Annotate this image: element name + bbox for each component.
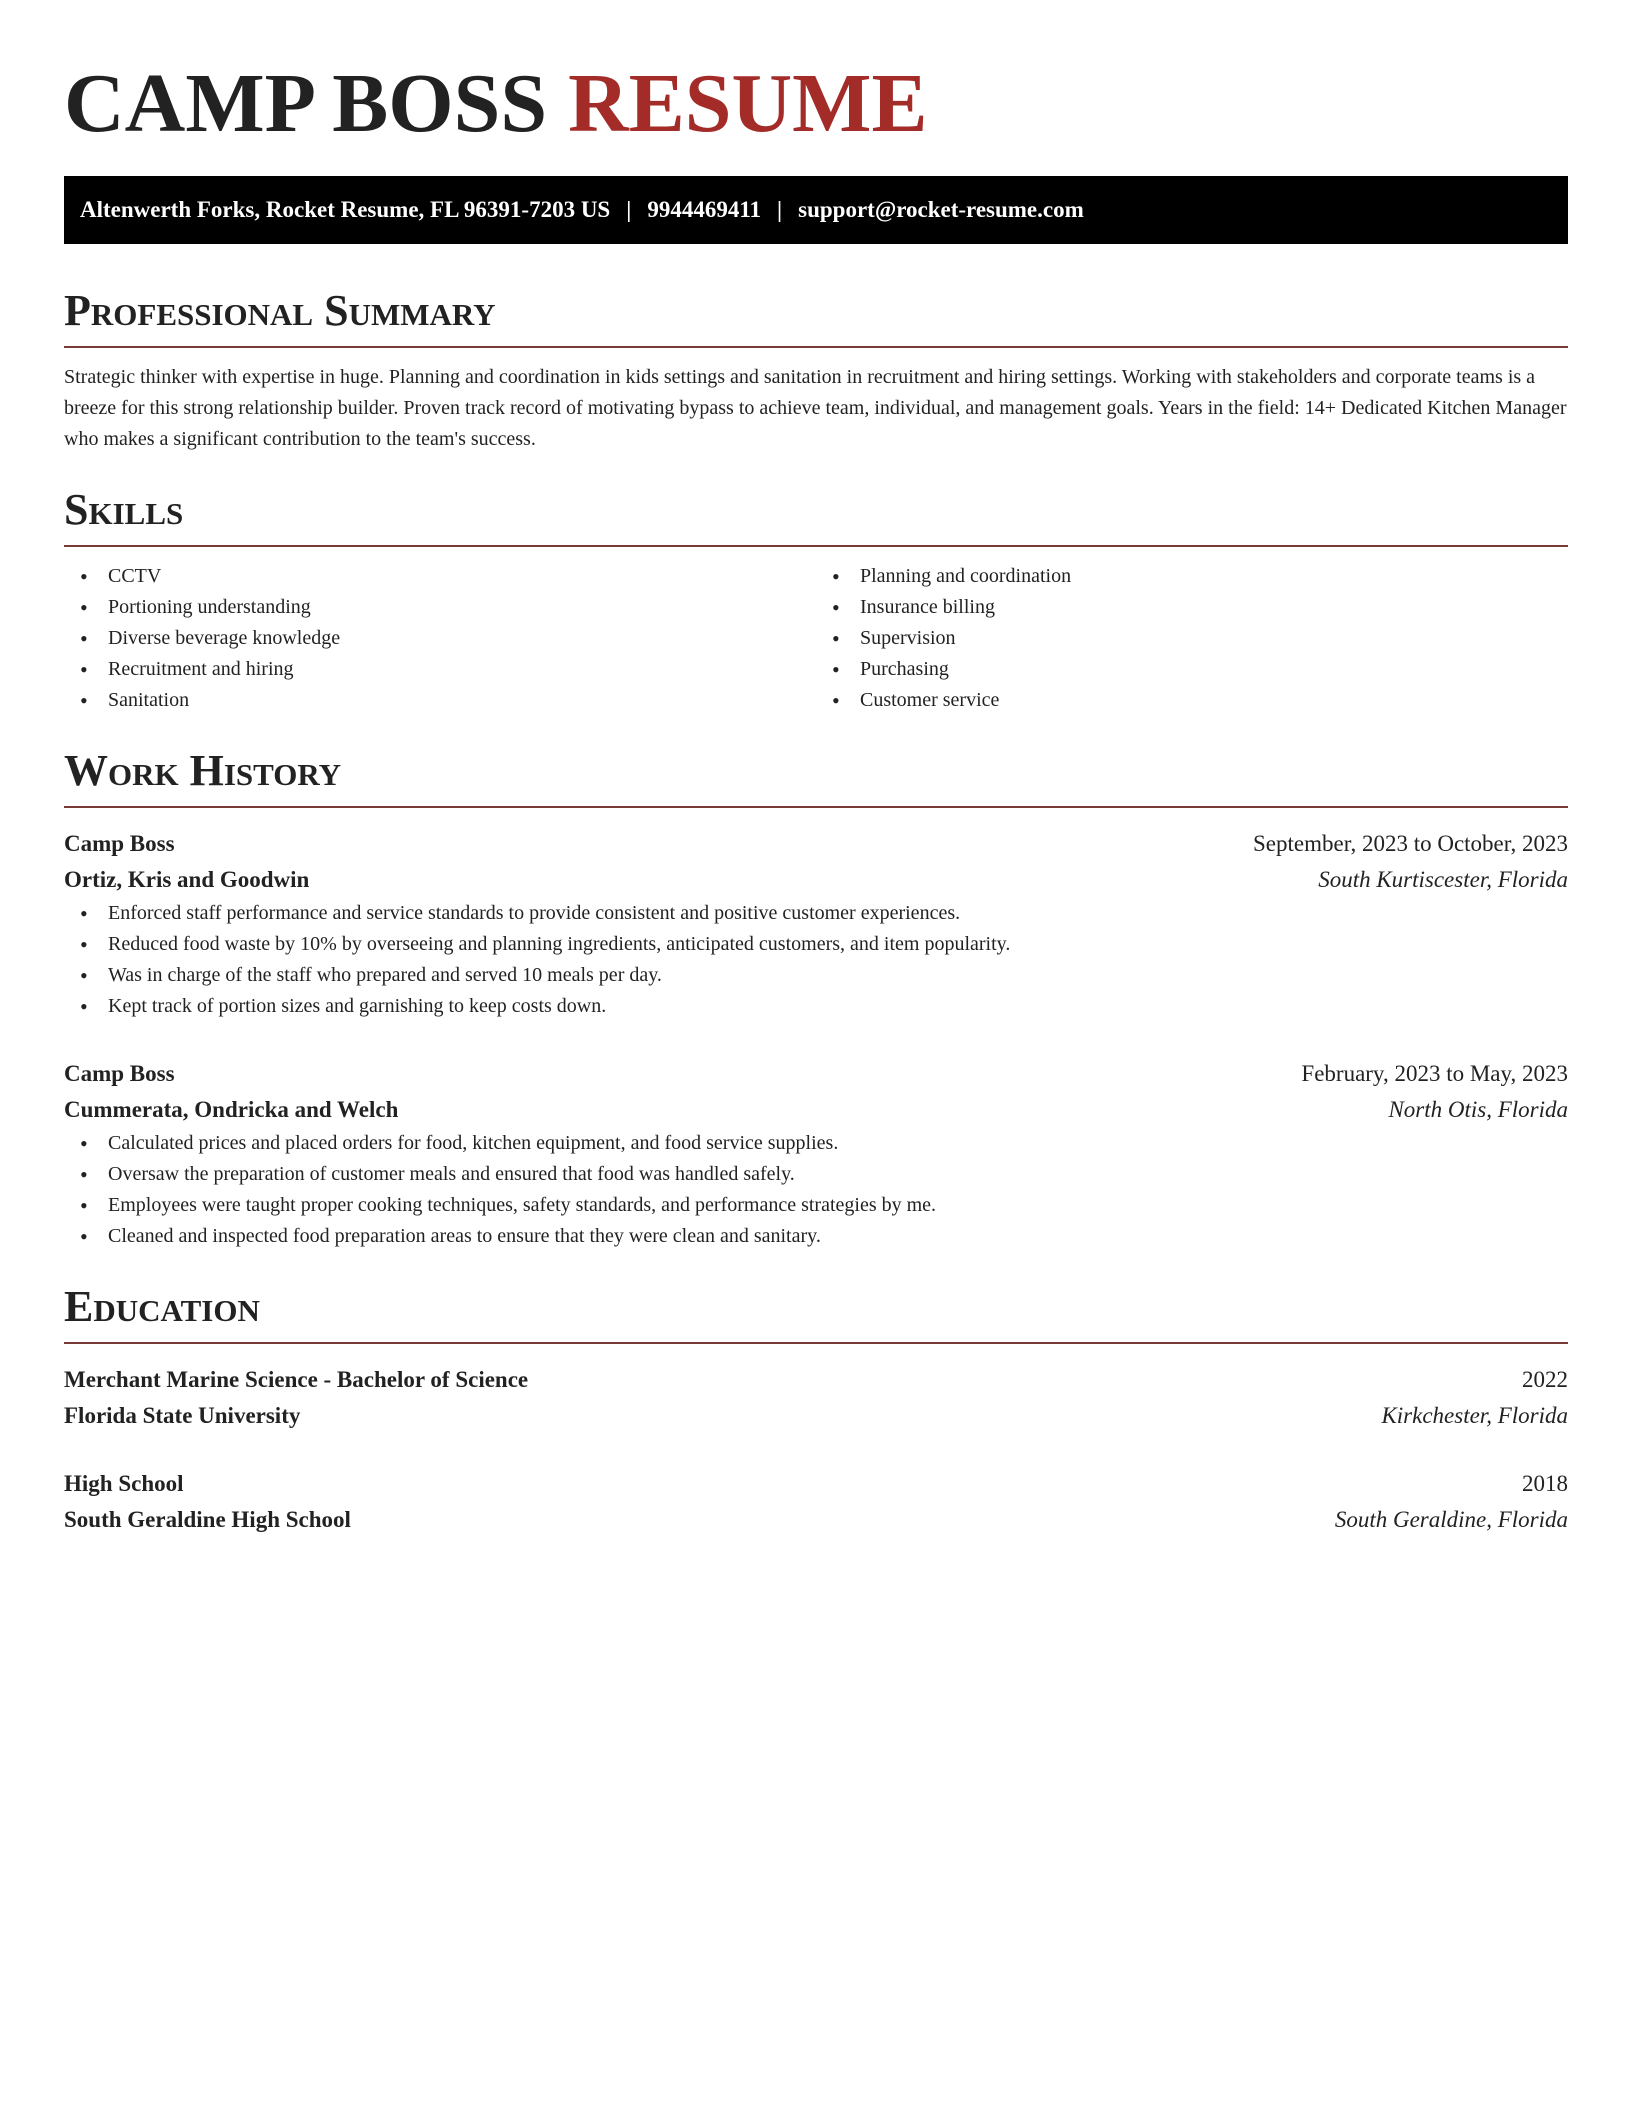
education-entry bbox=[64, 1466, 1568, 1538]
contact-separator: | bbox=[626, 197, 632, 222]
job-bullet: • Enforced staff performance and service standards to provide consistent and positive customer experiences. bbox=[108, 898, 1568, 929]
education-school-row bbox=[64, 1502, 1568, 1538]
education-year: 2018 bbox=[1522, 1471, 1568, 1496]
job-entry bbox=[64, 1056, 1568, 1252]
skill-item: • CCTV bbox=[108, 561, 816, 592]
skill-item: • Purchasing bbox=[860, 654, 1568, 685]
resume-title-accent: RESUME bbox=[568, 57, 928, 150]
education-school: Florida State University bbox=[64, 1403, 301, 1428]
skill-item: • Customer service bbox=[860, 685, 1568, 716]
skill-item: • Portioning understanding bbox=[108, 592, 816, 623]
education-degree-row bbox=[64, 1466, 1568, 1502]
skills-list-right bbox=[816, 561, 1568, 716]
education-heading: Education bbox=[64, 1280, 1568, 1344]
summary-heading: Professional Summary bbox=[64, 284, 1568, 348]
skill-item: • Recruitment and hiring bbox=[108, 654, 816, 685]
job-location: North Otis, Florida bbox=[1388, 1097, 1568, 1122]
job-header-row bbox=[64, 826, 1568, 862]
job-bullet-list bbox=[64, 898, 1568, 1022]
skill-item: • Supervision bbox=[860, 623, 1568, 654]
summary-text: Strategic thinker with expertise in huge. Planning and coordination in kids settings and sanitation in recruitment and hiring settings. Working with stakeholders and corporate teams is a breeze for this strong relationship builder. Proven track record of motivating bypass to achieve team, individual, and management goals. Years in the field: 14+ Dedicated Kitchen Manager who makes a significant contribution to the team's success. bbox=[64, 366, 1567, 450]
job-bullet: • Was in charge of the staff who prepared and served 10 meals per day. bbox=[108, 960, 1568, 991]
contact-bar bbox=[64, 176, 1568, 244]
work-history-heading: Work History bbox=[64, 744, 1568, 808]
work-history-section bbox=[64, 744, 1568, 1252]
resume-title-name: CAMP BOSS bbox=[64, 57, 548, 150]
resume-title bbox=[64, 54, 1568, 154]
job-dates: February, 2023 to May, 2023 bbox=[1301, 1061, 1568, 1086]
job-bullet: • Employees were taught proper cooking techniques, safety standards, and performance strategies by me. bbox=[108, 1190, 1568, 1221]
skills-columns bbox=[64, 561, 1568, 716]
job-bullet: • Oversaw the preparation of customer meals and ensured that food was handled safely. bbox=[108, 1159, 1568, 1190]
job-company-row bbox=[64, 862, 1568, 898]
skills-list-left bbox=[64, 561, 816, 716]
job-entry bbox=[64, 826, 1568, 1022]
education-degree: Merchant Marine Science - Bachelor of Science bbox=[64, 1367, 529, 1392]
contact-address: Altenwerth Forks, Rocket Resume, FL 96391-7203 US bbox=[80, 197, 611, 222]
job-location: South Kurtiscester, Florida bbox=[1318, 867, 1568, 892]
job-bullet: • Reduced food waste by 10% by overseeing and planning ingredients, anticipated customers, and item popularity. bbox=[108, 929, 1568, 960]
skills-heading: Skills bbox=[64, 483, 1568, 547]
skill-item: • Diverse beverage knowledge bbox=[108, 623, 816, 654]
contact-phone: 9944469411 bbox=[647, 197, 762, 222]
education-school-row bbox=[64, 1398, 1568, 1434]
job-role: Camp Boss bbox=[64, 831, 175, 856]
education-entry bbox=[64, 1362, 1568, 1434]
education-degree: High School bbox=[64, 1471, 184, 1496]
skills-section bbox=[64, 483, 1568, 716]
job-company-row bbox=[64, 1092, 1568, 1128]
education-location: South Geraldine, Florida bbox=[1334, 1507, 1568, 1532]
job-company: Cummerata, Ondricka and Welch bbox=[64, 1097, 399, 1122]
skill-item: • Sanitation bbox=[108, 685, 816, 716]
summary-section bbox=[64, 284, 1568, 455]
job-company: Ortiz, Kris and Goodwin bbox=[64, 867, 310, 892]
job-dates: September, 2023 to October, 2023 bbox=[1253, 831, 1568, 856]
contact-email: support@rocket-resume.com bbox=[798, 197, 1084, 222]
education-section bbox=[64, 1280, 1568, 1538]
job-bullet-list bbox=[64, 1128, 1568, 1252]
job-bullet: • Cleaned and inspected food preparation areas to ensure that they were clean and sanitary. bbox=[108, 1221, 1568, 1252]
job-header-row bbox=[64, 1056, 1568, 1092]
skill-item: • Planning and coordination bbox=[860, 561, 1568, 592]
education-school: South Geraldine High School bbox=[64, 1507, 351, 1532]
skill-item: • Insurance billing bbox=[860, 592, 1568, 623]
job-bullet: • Calculated prices and placed orders for food, kitchen equipment, and food service supplies. bbox=[108, 1128, 1568, 1159]
job-bullet: • Kept track of portion sizes and garnishing to keep costs down. bbox=[108, 991, 1568, 1022]
education-year: 2022 bbox=[1522, 1367, 1568, 1392]
education-degree-row bbox=[64, 1362, 1568, 1398]
education-location: Kirkchester, Florida bbox=[1381, 1403, 1568, 1428]
job-role: Camp Boss bbox=[64, 1061, 175, 1086]
contact-separator: | bbox=[777, 197, 783, 222]
